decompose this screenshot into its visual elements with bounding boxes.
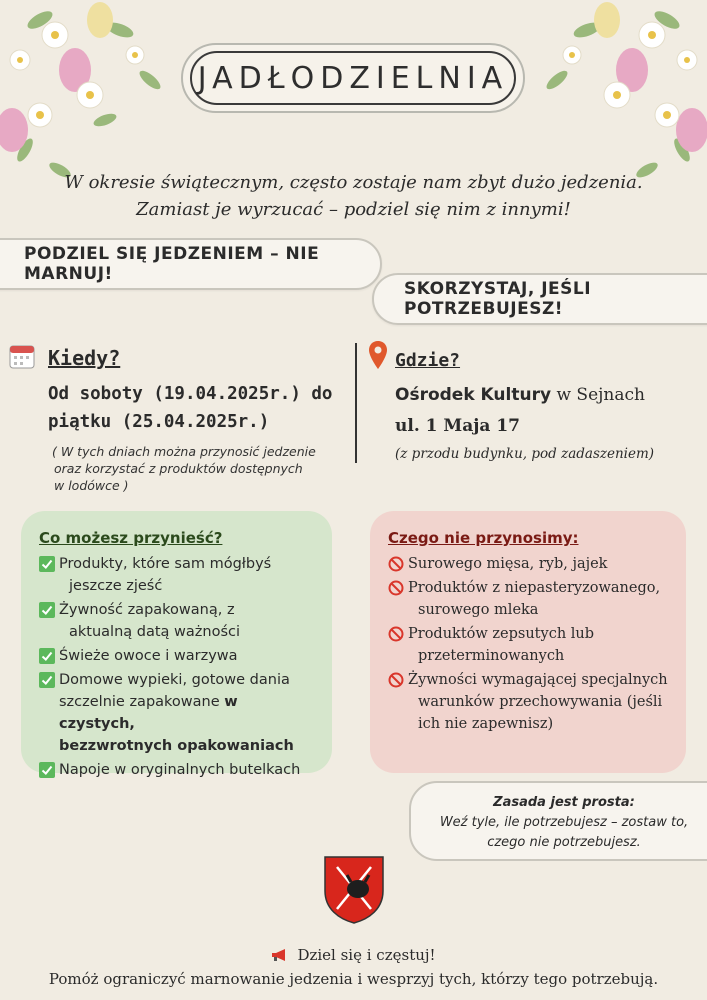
prohibited-icon: [388, 580, 404, 596]
intro-line-2: Zamiast je wyrzucać – podziel się nim z innymi!: [136, 199, 571, 220]
banner-share: [0, 238, 382, 290]
list-item-text-bold: w czystych,: [59, 694, 238, 732]
floral-decoration-left: [0, 0, 180, 190]
rule-heading: Zasada jest prosta:: [493, 795, 635, 810]
rule-card: [409, 781, 707, 861]
prohibited-icon: [388, 672, 404, 688]
list-item-text: surowego mleka: [418, 602, 539, 618]
when-note: [52, 443, 316, 494]
prohibited-icon: [388, 626, 404, 642]
list-item-text: Napoje w oryginalnych butelkach: [59, 762, 301, 778]
list-item-text: Świeże owoce i warzywa: [59, 648, 238, 664]
list-item-text: przeterminowanych: [418, 648, 565, 664]
list-item-text: Żywności wymagającej specjalnych: [408, 672, 668, 688]
title-frame: [181, 43, 525, 113]
can-bring-box: [21, 511, 332, 778]
page-title: JADŁODZIELNIA: [197, 60, 509, 96]
when-note-line-3: w lodówce ): [54, 478, 129, 493]
where-place-city: w Sejnach: [551, 385, 645, 405]
list-item: [39, 669, 318, 757]
checkmark-icon: [39, 762, 55, 778]
list-item-text: warunków przechowywania (jeśli: [418, 694, 663, 710]
floral-decoration-right: [527, 0, 707, 190]
title-frame-inner: [190, 51, 516, 105]
when-date-line-2: piątku (25.04.2025r.): [48, 412, 270, 432]
list-item-text: Produktów z niepasteryzowanego,: [408, 580, 661, 596]
rule-line-1: Weź tyle, ile potrzebujesz – zostaw to,: [439, 815, 689, 830]
list-item-text: aktualną datą ważności: [69, 624, 240, 640]
location-pin-icon: [368, 340, 388, 370]
where-note: (z przodu budynku, pod zadaszeniem): [395, 446, 655, 462]
where-street: ul. 1 Maja 17: [395, 416, 520, 436]
footer-slogan: Dziel się i częstuj!: [297, 946, 436, 964]
list-item-text: Domowe wypieki, gotowe dania: [59, 672, 290, 688]
list-item: [388, 577, 672, 621]
list-item: [39, 759, 318, 781]
footer-line-2: Pomóż ograniczyć marnowanie jedzenia i wesprzyj tych, którzy tego potrzebują.: [48, 970, 659, 988]
banner-share-text: PODZIEL SIĘ JEDZENIEM – NIE MARNUJ!: [24, 244, 320, 284]
when-note-line-1: ( W tych dniach można przynosić jedzenie: [52, 444, 316, 459]
list-item-text: szczelnie zapakowane: [59, 694, 225, 710]
intro-line-1: W okresie świątecznym, często zostaje nam zbyt dużo jedzenia.: [64, 172, 643, 193]
list-item-text: Produktów zepsutych lub: [408, 626, 595, 642]
checkmark-icon: [39, 648, 55, 664]
can-bring-heading: Co możesz przynieść?: [39, 529, 223, 547]
column-divider: [355, 343, 357, 463]
when-heading: Kiedy?: [48, 346, 121, 370]
list-item: [39, 553, 318, 597]
cannot-bring-box: [370, 511, 686, 773]
footer-line-1: [0, 946, 707, 964]
list-item-text: jeszcze zjeść: [69, 578, 163, 594]
list-item: [39, 645, 318, 667]
list-item-text: ich nie zapewnisz): [418, 716, 554, 732]
list-item-text: Żywność zapakowaną, z: [59, 602, 235, 618]
where-place-name: Ośrodek Kultury: [395, 385, 552, 405]
checkmark-icon: [39, 602, 55, 618]
list-item: [388, 623, 672, 667]
checkmark-icon: [39, 556, 55, 572]
coat-of-arms-emblem: [323, 855, 385, 925]
megaphone-icon: [271, 948, 289, 962]
list-item-text: Surowego mięsa, ryb, jajek: [408, 556, 608, 572]
calendar-icon: [9, 343, 35, 369]
where-heading: Gdzie?: [395, 350, 461, 371]
banner-use: [372, 273, 707, 325]
when-date-line-1: Od soboty (19.04.2025r.) do: [48, 384, 333, 404]
list-item-text: Produkty, które sam mógłbyś: [59, 556, 272, 572]
list-item: [388, 669, 672, 735]
checkmark-icon: [39, 672, 55, 688]
list-item: [388, 553, 672, 575]
list-item: [39, 599, 318, 643]
prohibited-icon: [388, 556, 404, 572]
banner-use-text: SKORZYSTAJ, JEŚLI POTRZEBUJESZ!: [404, 279, 592, 319]
where-place: [395, 385, 645, 405]
cannot-bring-heading: Czego nie przynosimy:: [388, 529, 579, 547]
list-item-text-bold: bezzwrotnych opakowaniach: [59, 738, 294, 754]
rule-line-2: czego nie potrzebujesz.: [487, 835, 641, 850]
when-dates: [48, 380, 348, 436]
when-note-line-2: oraz korzystać z produktów dostępnych: [54, 461, 303, 476]
